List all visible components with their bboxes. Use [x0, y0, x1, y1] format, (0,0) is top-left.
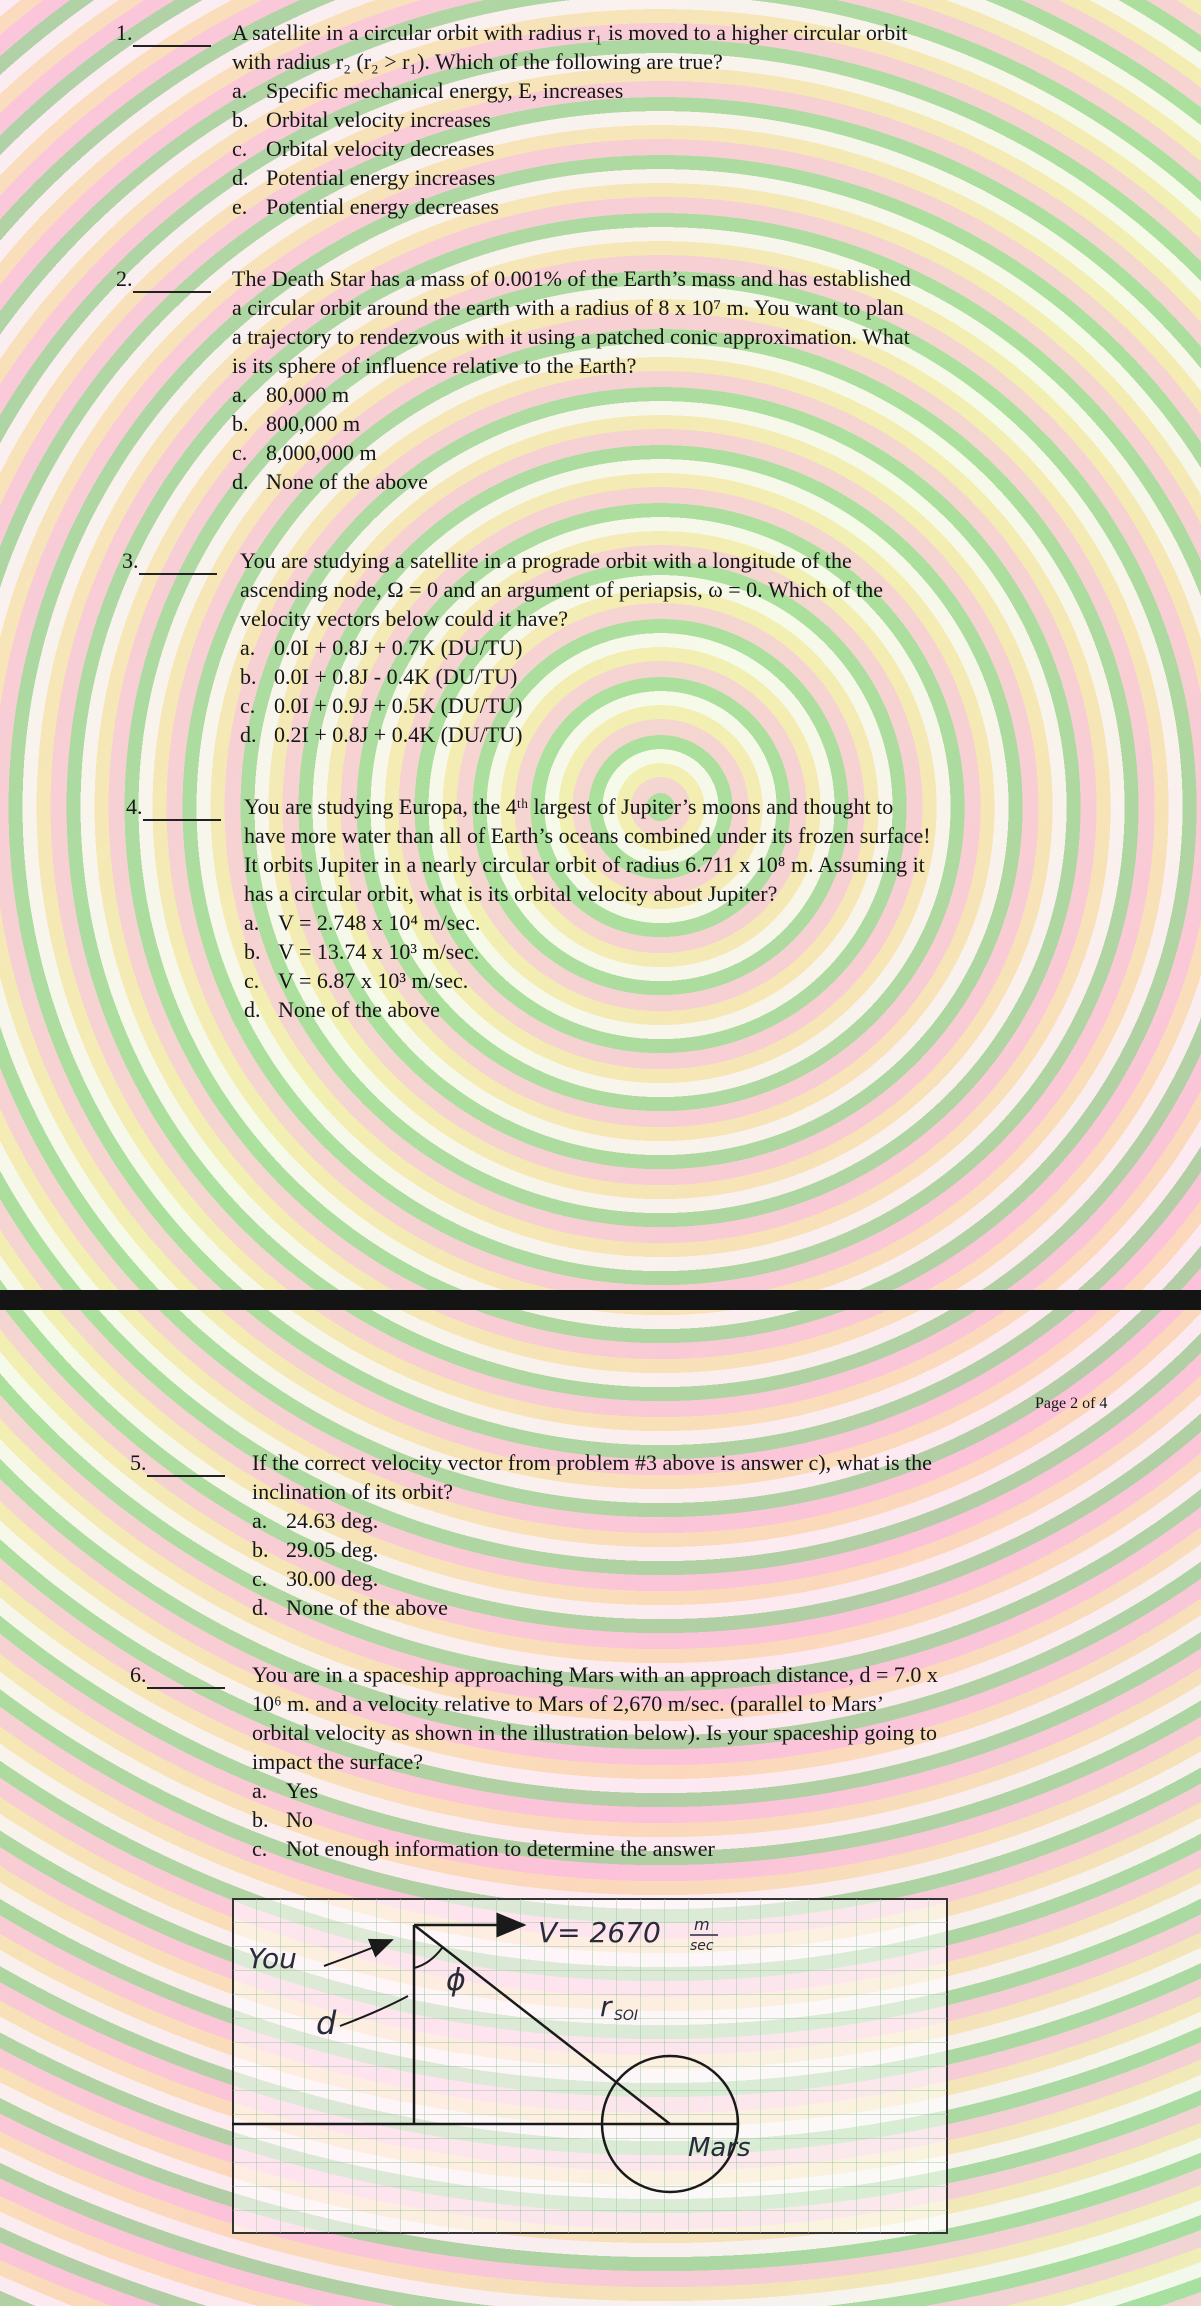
option[interactable]: b. V = 13.74 x 10³ m/sec.	[244, 939, 480, 964]
option[interactable]: b. No	[252, 1807, 313, 1832]
question-line: is its sphere of influence relative to the Earth?	[232, 353, 637, 378]
mars-label: Mars	[688, 2133, 751, 2163]
graph-paper-grid	[233, 1899, 947, 2233]
question-line: orbital velocity as shown in the illustration below). Is your spaceship going to	[252, 1720, 937, 1745]
option-list	[232, 380, 911, 496]
question-number: 3.	[122, 548, 139, 573]
option-list	[232, 76, 907, 221]
velocity-label: V= 2670	[538, 1916, 661, 1949]
question-number: 2.	[116, 266, 133, 291]
option[interactable]: c. 30.00 deg.	[252, 1566, 379, 1591]
option[interactable]: a. 24.63 deg.	[252, 1508, 379, 1533]
velocity-unit-denominator: sec	[690, 1938, 714, 1954]
question-line: a circular orbit around the earth with a radius of 8 x 10⁷ m. You want to plan	[232, 295, 904, 320]
answer-blank[interactable]	[143, 797, 221, 821]
question-line: If the correct velocity vector from problem #3 above is answer c), what is the	[252, 1450, 932, 1475]
answer-blank[interactable]	[139, 551, 217, 575]
question-line: a trajectory to rendezvous with it using a patched conic approximation. What	[232, 324, 910, 349]
option[interactable]: b. 29.05 deg.	[252, 1537, 379, 1562]
option[interactable]: a. V = 2.748 x 10⁴ m/sec.	[244, 910, 481, 935]
option[interactable]: a. Yes	[252, 1778, 319, 1803]
question-line: You are studying a satellite in a prograde orbit with a longitude of the	[240, 548, 852, 573]
answer-blank[interactable]	[147, 1453, 225, 1477]
phi-label: ϕ	[446, 1963, 466, 1998]
option-list	[240, 633, 883, 749]
mars-approach-diagram	[232, 1898, 948, 2234]
answer-blank[interactable]	[133, 269, 211, 293]
option[interactable]: d. 0.2I + 0.8J + 0.4K (DU/TU)	[240, 722, 523, 747]
option[interactable]: a. Specific mechanical energy, E, increases	[232, 78, 624, 103]
question-number: 5.	[130, 1450, 147, 1475]
option[interactable]: a. 0.0I + 0.8J + 0.7K (DU/TU)	[240, 635, 523, 660]
option-list	[252, 1776, 938, 1863]
page-number: Page 2 of 4	[1035, 1395, 1108, 1412]
option[interactable]: e. Potential energy decreases	[232, 194, 499, 219]
option-list	[252, 1506, 932, 1622]
question-number: 4.	[126, 794, 143, 819]
option[interactable]: b. 0.0I + 0.8J - 0.4K (DU/TU)	[240, 664, 518, 689]
question-line: A satellite in a circular orbit with radius r₁ is moved to a higher circular orbit	[232, 20, 908, 45]
r-subscript: SOI	[614, 2008, 639, 2024]
answer-blank[interactable]	[133, 23, 211, 47]
r-label: r	[600, 1990, 612, 2023]
question-number: 1.	[116, 20, 133, 45]
d-label: d	[316, 2004, 337, 2042]
option-list	[244, 908, 931, 1024]
question-line: You are in a spaceship approaching Mars with an approach distance, d = 7.0 x	[252, 1662, 938, 1687]
question-line: have more water than all of Earth’s oceans combined under its frozen surface!	[244, 823, 931, 848]
question-line: You are studying Europa, the 4ᵗʰ largest of Jupiter’s moons and thought to	[244, 794, 894, 819]
option[interactable]: b. Orbital velocity increases	[232, 107, 491, 132]
question-line: It orbits Jupiter in a nearly circular orbit of radius 6.711 x 10⁸ m. Assuming it	[244, 852, 925, 877]
option[interactable]: c. Orbital velocity decreases	[232, 136, 495, 161]
option[interactable]: c. 0.0I + 0.9J + 0.5K (DU/TU)	[240, 693, 523, 718]
question-line: ascending node, Ω = 0 and an argument of periapsis, ω = 0. Which of the	[240, 577, 883, 602]
question-line: 10⁶ m. and a velocity relative to Mars of 2,670 m/sec. (parallel to Mars’	[252, 1691, 885, 1716]
option[interactable]: d. None of the above	[244, 997, 440, 1022]
option[interactable]: a. 80,000 m	[232, 382, 350, 407]
you-label: You	[248, 1942, 297, 1975]
option[interactable]: c. V = 6.87 x 10³ m/sec.	[244, 968, 469, 993]
question-line: velocity vectors below could it have?	[240, 606, 569, 631]
velocity-unit-numerator: m	[694, 1915, 710, 1934]
option[interactable]: c. 8,000,000 m	[232, 440, 377, 465]
option[interactable]: d. None of the above	[232, 469, 428, 494]
question-line: has a circular orbit, what is its orbital velocity about Jupiter?	[244, 881, 778, 906]
question-line: The Death Star has a mass of 0.001% of the Earth’s mass and has established	[232, 266, 911, 291]
question-line: inclination of its orbit?	[252, 1479, 454, 1504]
option[interactable]: d. None of the above	[252, 1595, 448, 1620]
question-number: 6.	[130, 1662, 147, 1687]
question-line: with radius r₂ (r₂ > r₁). Which of the following are true?	[232, 49, 723, 74]
option[interactable]: c. Not enough information to determine the answer	[252, 1836, 715, 1861]
question-line: impact the surface?	[252, 1749, 424, 1774]
answer-blank[interactable]	[147, 1665, 225, 1689]
option[interactable]: d. Potential energy increases	[232, 165, 496, 190]
page-divider	[0, 1290, 1201, 1310]
option[interactable]: b. 800,000 m	[232, 411, 361, 436]
